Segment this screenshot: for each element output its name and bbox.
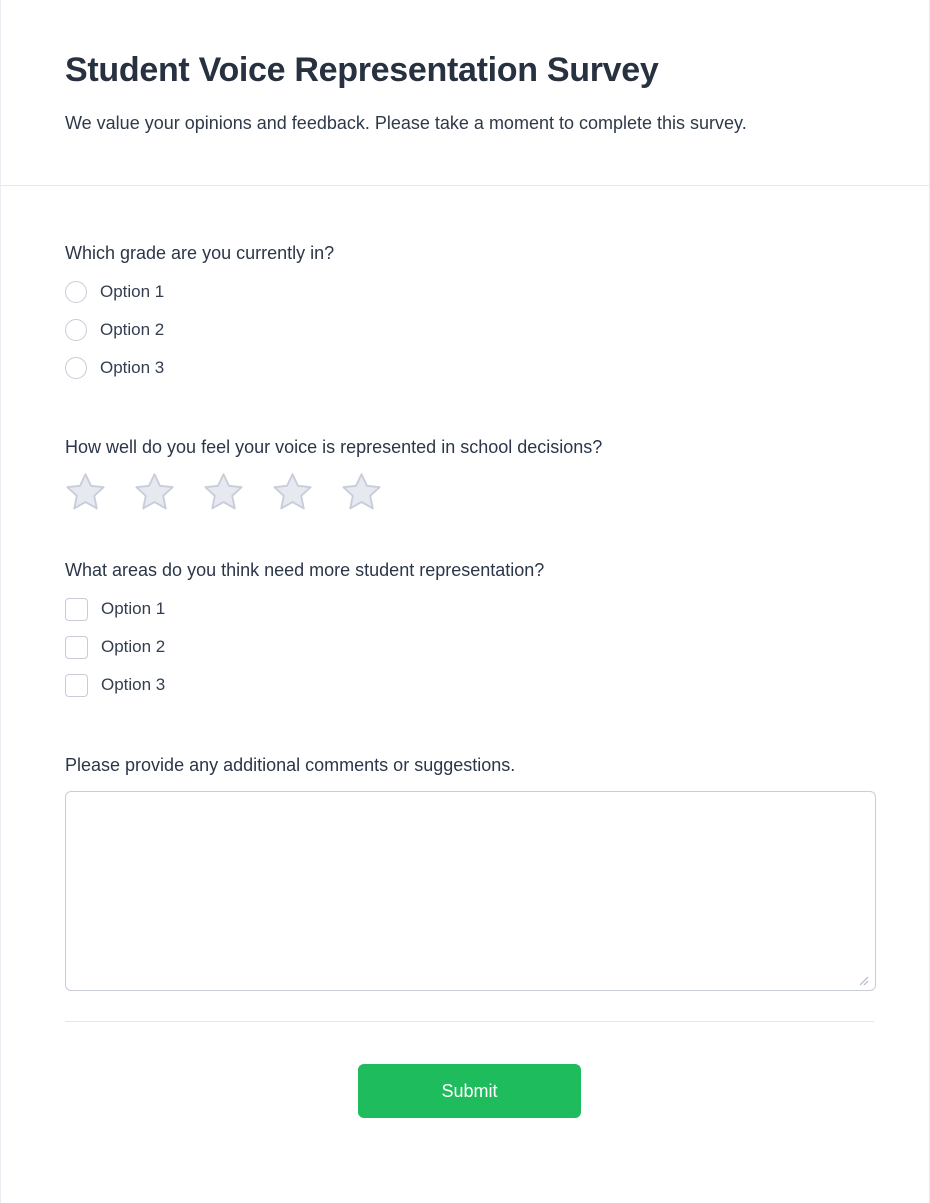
- page-subtitle: We value your opinions and feedback. Please take a moment to complete this survey.: [65, 113, 747, 133]
- radio-button[interactable]: [65, 281, 87, 303]
- checkbox-option-label: Option 2: [101, 637, 166, 656]
- form-footer: [65, 1022, 874, 1118]
- checkbox[interactable]: [65, 674, 88, 697]
- areas-option-2[interactable]: [65, 628, 874, 666]
- star-icon[interactable]: [272, 471, 313, 513]
- areas-option-1[interactable]: [65, 590, 874, 628]
- question-comments-label: Please provide any additional comments or suggestions.: [65, 755, 516, 775]
- grade-option-2[interactable]: [65, 311, 874, 349]
- form-body: [1, 241, 929, 1118]
- star-icon[interactable]: [134, 471, 175, 513]
- star-icon[interactable]: [203, 471, 244, 513]
- star-icon[interactable]: [341, 471, 382, 513]
- comments-field-wrap: [65, 791, 874, 991]
- grade-options: [65, 273, 874, 387]
- grade-option-3[interactable]: [65, 349, 874, 387]
- areas-option-3[interactable]: [65, 666, 874, 704]
- radio-option-label: Option 2: [100, 320, 165, 339]
- checkbox-option-label: Option 1: [101, 599, 166, 618]
- checkbox-option-label: Option 3: [101, 675, 166, 694]
- checkbox[interactable]: [65, 598, 88, 621]
- question-representation-areas-label: What areas do you think need more student representation?: [65, 560, 545, 580]
- star-icon[interactable]: [65, 471, 106, 513]
- form-header: [1, 0, 929, 186]
- radio-button[interactable]: [65, 319, 87, 341]
- grade-option-1[interactable]: [65, 273, 874, 311]
- comments-textarea[interactable]: [65, 791, 876, 991]
- page-title: Student Voice Representation Survey: [65, 51, 659, 89]
- question-voice-rating-label: How well do you feel your voice is represented in school decisions?: [65, 437, 603, 457]
- submit-button[interactable]: Submit: [358, 1064, 581, 1118]
- checkbox[interactable]: [65, 636, 88, 659]
- question-grade-label: Which grade are you currently in?: [65, 243, 335, 263]
- radio-button[interactable]: [65, 357, 87, 379]
- star-rating: [65, 471, 874, 513]
- representation-areas-options: [65, 590, 874, 704]
- radio-option-label: Option 1: [100, 282, 165, 301]
- radio-option-label: Option 3: [100, 358, 165, 377]
